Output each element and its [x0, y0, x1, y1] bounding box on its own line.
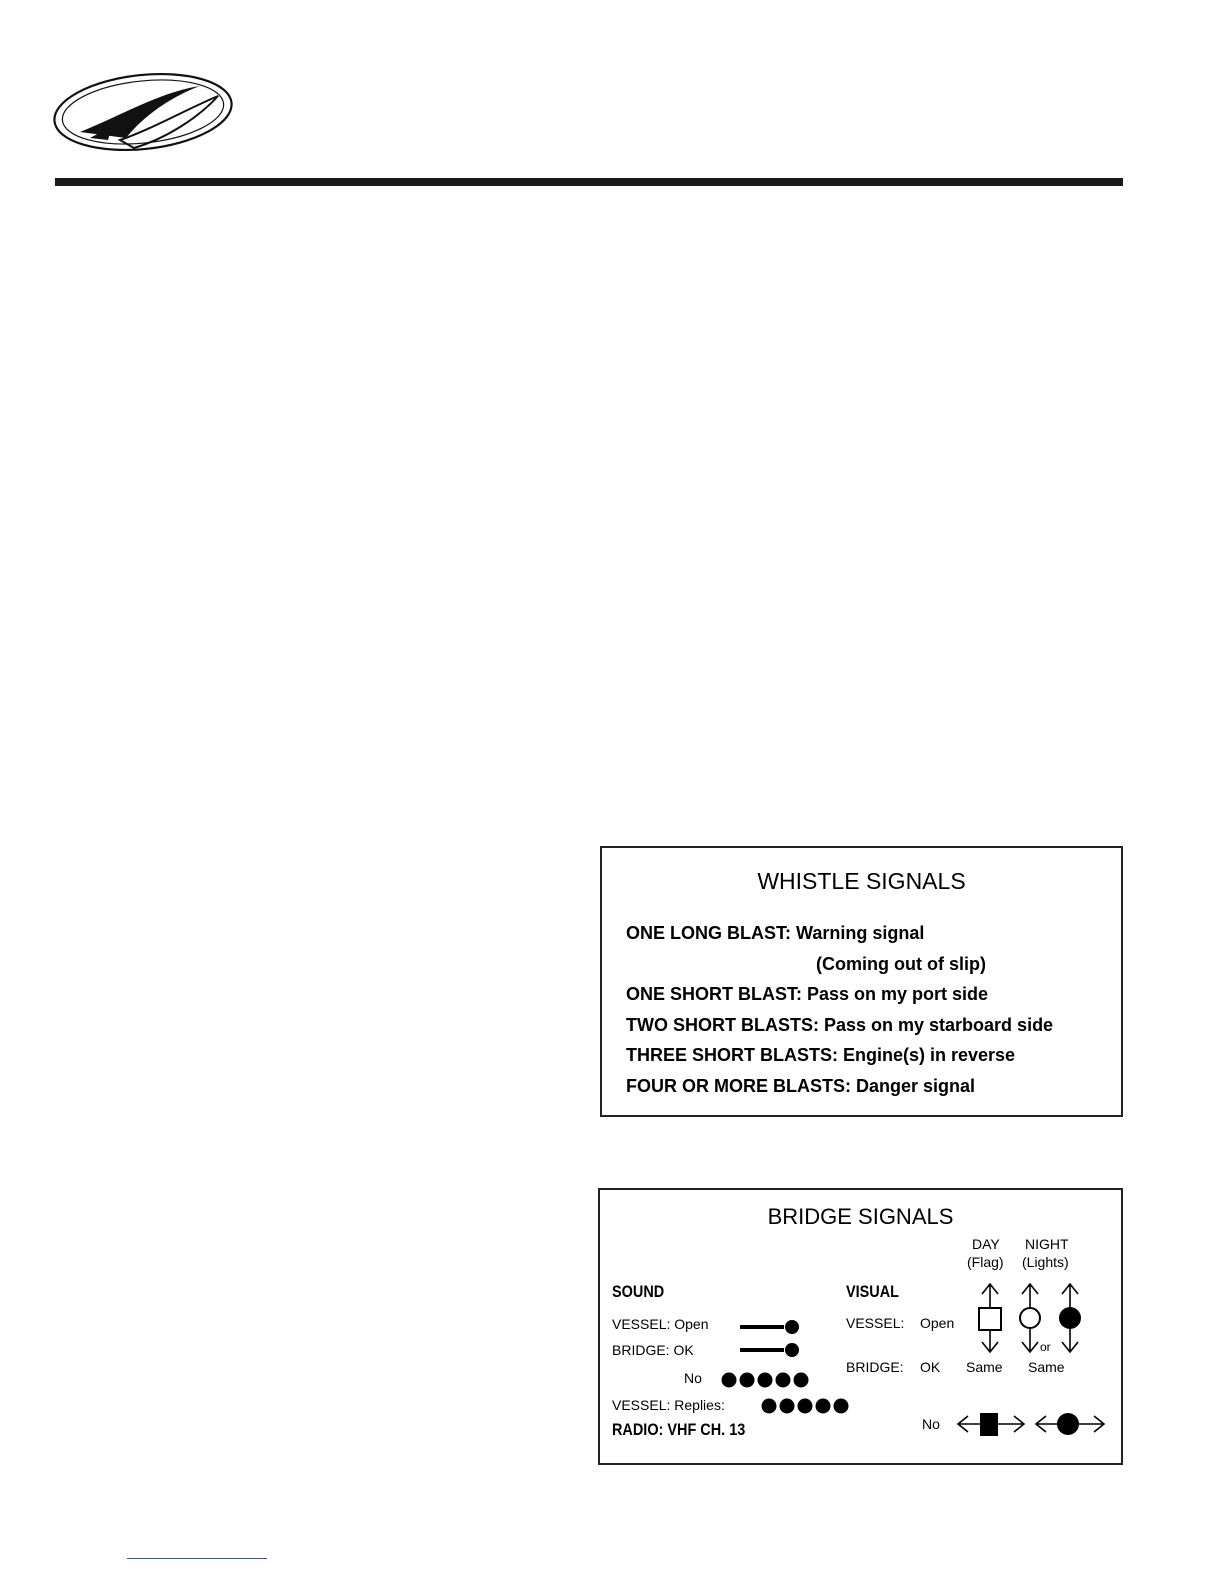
sound-heading: SOUND: [612, 1282, 665, 1301]
visual-ok-label: OK: [920, 1359, 941, 1375]
whistle-signals-panel: [600, 846, 1123, 1117]
visual-open-label: Open: [920, 1315, 955, 1331]
sound-replies-blasts-icon: [760, 1397, 852, 1415]
visual-or-label: or: [1040, 1340, 1051, 1354]
whistle-line: ONE SHORT BLAST: Pass on my port side: [626, 984, 989, 1004]
visual-bridge-label: BRIDGE:: [846, 1359, 904, 1375]
night-label: NIGHT: [1025, 1236, 1069, 1252]
footer-link-underline: [127, 1558, 267, 1559]
visual-no-signals-icon: [954, 1410, 1110, 1440]
sound-vessel-open: VESSEL: Open: [612, 1316, 709, 1332]
whistle-line: FOUR OR MORE BLASTS: Danger signal: [626, 1076, 976, 1096]
whistle-title: WHISTLE SIGNALS: [757, 868, 966, 894]
visual-vessel-label: VESSEL:: [846, 1315, 905, 1331]
day-sub-label: (Flag): [967, 1254, 1004, 1270]
night-sub-label: (Lights): [1022, 1254, 1069, 1270]
whistle-line: TWO SHORT BLASTS: Pass on my starboard side: [626, 1015, 1054, 1035]
header-rule: [55, 178, 1123, 186]
brand-logo: [50, 66, 236, 158]
radio-channel: RADIO: VHF CH. 13: [612, 1420, 746, 1439]
bridge-signals-panel: [598, 1188, 1123, 1465]
bridge-title: BRIDGE SIGNALS: [767, 1204, 954, 1229]
sound-bridge-ok: BRIDGE: OK: [612, 1342, 694, 1358]
whistle-line: THREE SHORT BLASTS: Engine(s) in reverse: [626, 1045, 1016, 1065]
visual-heading: VISUAL: [846, 1282, 899, 1301]
visual-same-day: Same: [966, 1359, 1003, 1375]
sound-vessel-replies: VESSEL: Replies:: [612, 1397, 725, 1413]
visual-same-night: Same: [1028, 1359, 1065, 1375]
day-label: DAY: [972, 1236, 1000, 1252]
sound-long-short-icon: [738, 1316, 802, 1362]
whistle-line: (Coming out of slip): [816, 954, 986, 974]
whistle-line: ONE LONG BLAST: Warning signal: [626, 923, 925, 943]
visual-open-signals-icon: [972, 1280, 1112, 1356]
visual-no-label: No: [922, 1416, 940, 1432]
sound-five-blasts-icon: [720, 1371, 812, 1389]
sound-no: No: [684, 1370, 702, 1386]
